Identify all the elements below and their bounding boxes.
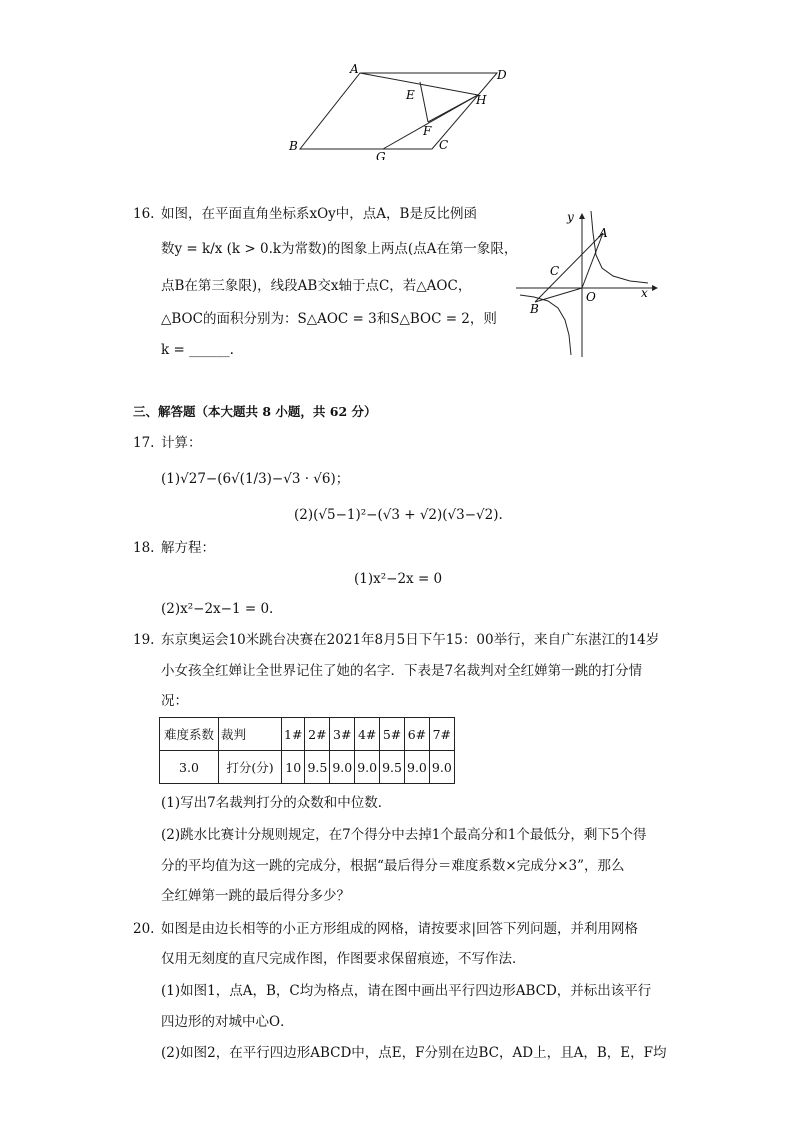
table-header-cell: 7#	[429, 718, 454, 751]
label-e: E	[406, 88, 415, 102]
label-d: D	[497, 68, 507, 82]
label-b: B	[530, 302, 539, 316]
q19-line-3: 况：	[161, 693, 188, 709]
q19-sub2-line-1: (2)跳水比赛计分规则规定，在7个得分中去掉1个最高分和1个最低分，剩下5个得	[161, 827, 647, 843]
q18-number: 18.	[133, 540, 155, 556]
q16-number: 16.	[133, 206, 155, 222]
q19-number: 19.	[133, 632, 155, 648]
label-g: G	[376, 150, 386, 160]
table-header-cell: 难度系数	[160, 718, 219, 751]
q19-line-2: 小女孩全红婵让全世界记住了她的名字．下表是7名裁判对全红婵第一跳的打分情	[161, 663, 643, 679]
q17-part1: (1)√27−(6√(1/3)−√3 · √6)；	[161, 471, 350, 487]
table-cell: 3.0	[160, 751, 219, 784]
table-row	[160, 751, 455, 784]
section-title: 三、解答题（本大题共 8 小题，共 62 分）	[133, 404, 377, 419]
label-f: F	[423, 124, 432, 138]
q17-title: 计算：	[161, 435, 202, 451]
q16-line-1: 如图，在平面直角坐标系xOy中，点A，B是反比例函	[161, 206, 477, 222]
q20-line-5: (2)如图2，在平行四边形ABCD中，点E，F分别在边BC，AD上，且A，B，E，F均	[161, 1045, 667, 1061]
q20-line-1: 如图是由边长相等的小正方形组成的网格，请按要求|回答下列问题，并利用网格	[161, 921, 639, 937]
score-table	[159, 717, 455, 784]
table-header-cell: 3#	[330, 718, 355, 751]
table-cell: 9.0	[405, 751, 430, 784]
table-header-row	[160, 718, 455, 751]
label-b: B	[289, 139, 298, 153]
q16-line-4: △BOC的面积分别为：S△AOC = 3和S△BOC = 2，则	[161, 311, 497, 327]
table-header-cell: 4#	[355, 718, 380, 751]
label-x-axis: x	[641, 286, 648, 300]
table-cell: 打分(分)	[219, 751, 282, 784]
label-c: C	[550, 264, 560, 278]
q19-line-1: 东京奥运会10米跳台决赛在2021年8月5日下午15：00举行，来自广东湛江的14岁	[161, 632, 660, 648]
q18-title: 解方程：	[161, 540, 215, 556]
table-cell: 9.0	[355, 751, 380, 784]
q16-line-2: 数y = k/x (k > 0.k为常数)的图象上两点(点A在第一象限，	[161, 241, 518, 257]
q20-line-2: 仅用无刻度的直尺完成作图，作图要求保留痕迹，不写作法．	[161, 951, 526, 967]
q20-line-4: 四边形的对城中心O．	[161, 1014, 294, 1030]
table-header-cell: 6#	[405, 718, 430, 751]
table-header-cell: 1#	[282, 718, 305, 751]
table-cell: 9.5	[305, 751, 330, 784]
label-y-axis: y	[567, 210, 574, 224]
q19-sub2-line-3: 全红婵第一跳的最后得分多少？	[161, 888, 350, 904]
q20-line-3: (1)如图1，点A，B，C均为格点，请在图中画出平行四边形ABCD，并标出该平行	[161, 983, 652, 999]
q17-number: 17.	[133, 435, 155, 451]
q17-part2: (2)(√5−1)²−(√3 + √2)(√3−√2).	[294, 507, 503, 523]
q16-line-5: k = ______.	[161, 342, 234, 358]
table-header-cell: 5#	[380, 718, 405, 751]
q20-number: 20.	[133, 921, 155, 937]
table-header-cell: 裁判	[219, 718, 282, 751]
label-c: C	[439, 138, 449, 152]
parallelogram-figure	[285, 62, 515, 160]
label-a: A	[350, 62, 359, 76]
q19-sub1: (1)写出7名裁判打分的众数和中位数．	[161, 795, 392, 811]
hyperbola-figure	[510, 205, 660, 360]
table-cell: 9.0	[429, 751, 454, 784]
table-header-cell: 2#	[305, 718, 330, 751]
q18-part1: (1)x²−2x = 0	[354, 571, 443, 587]
label-a: A	[599, 226, 608, 240]
q19-sub2-line-2: 分的平均值为这一跳的完成分，根据“最后得分＝难度系数×完成分×3”，那么	[161, 858, 625, 874]
q18-part2: (2)x²−2x−1 = 0.	[161, 601, 274, 617]
table-cell: 9.5	[380, 751, 405, 784]
label-o: O	[586, 290, 596, 304]
table-cell: 10	[282, 751, 305, 784]
q16-line-3: 点B在第三象限)，线段AB交x轴于点C，若△AOC，	[161, 278, 472, 294]
label-h: H	[476, 93, 487, 107]
table-cell: 9.0	[330, 751, 355, 784]
